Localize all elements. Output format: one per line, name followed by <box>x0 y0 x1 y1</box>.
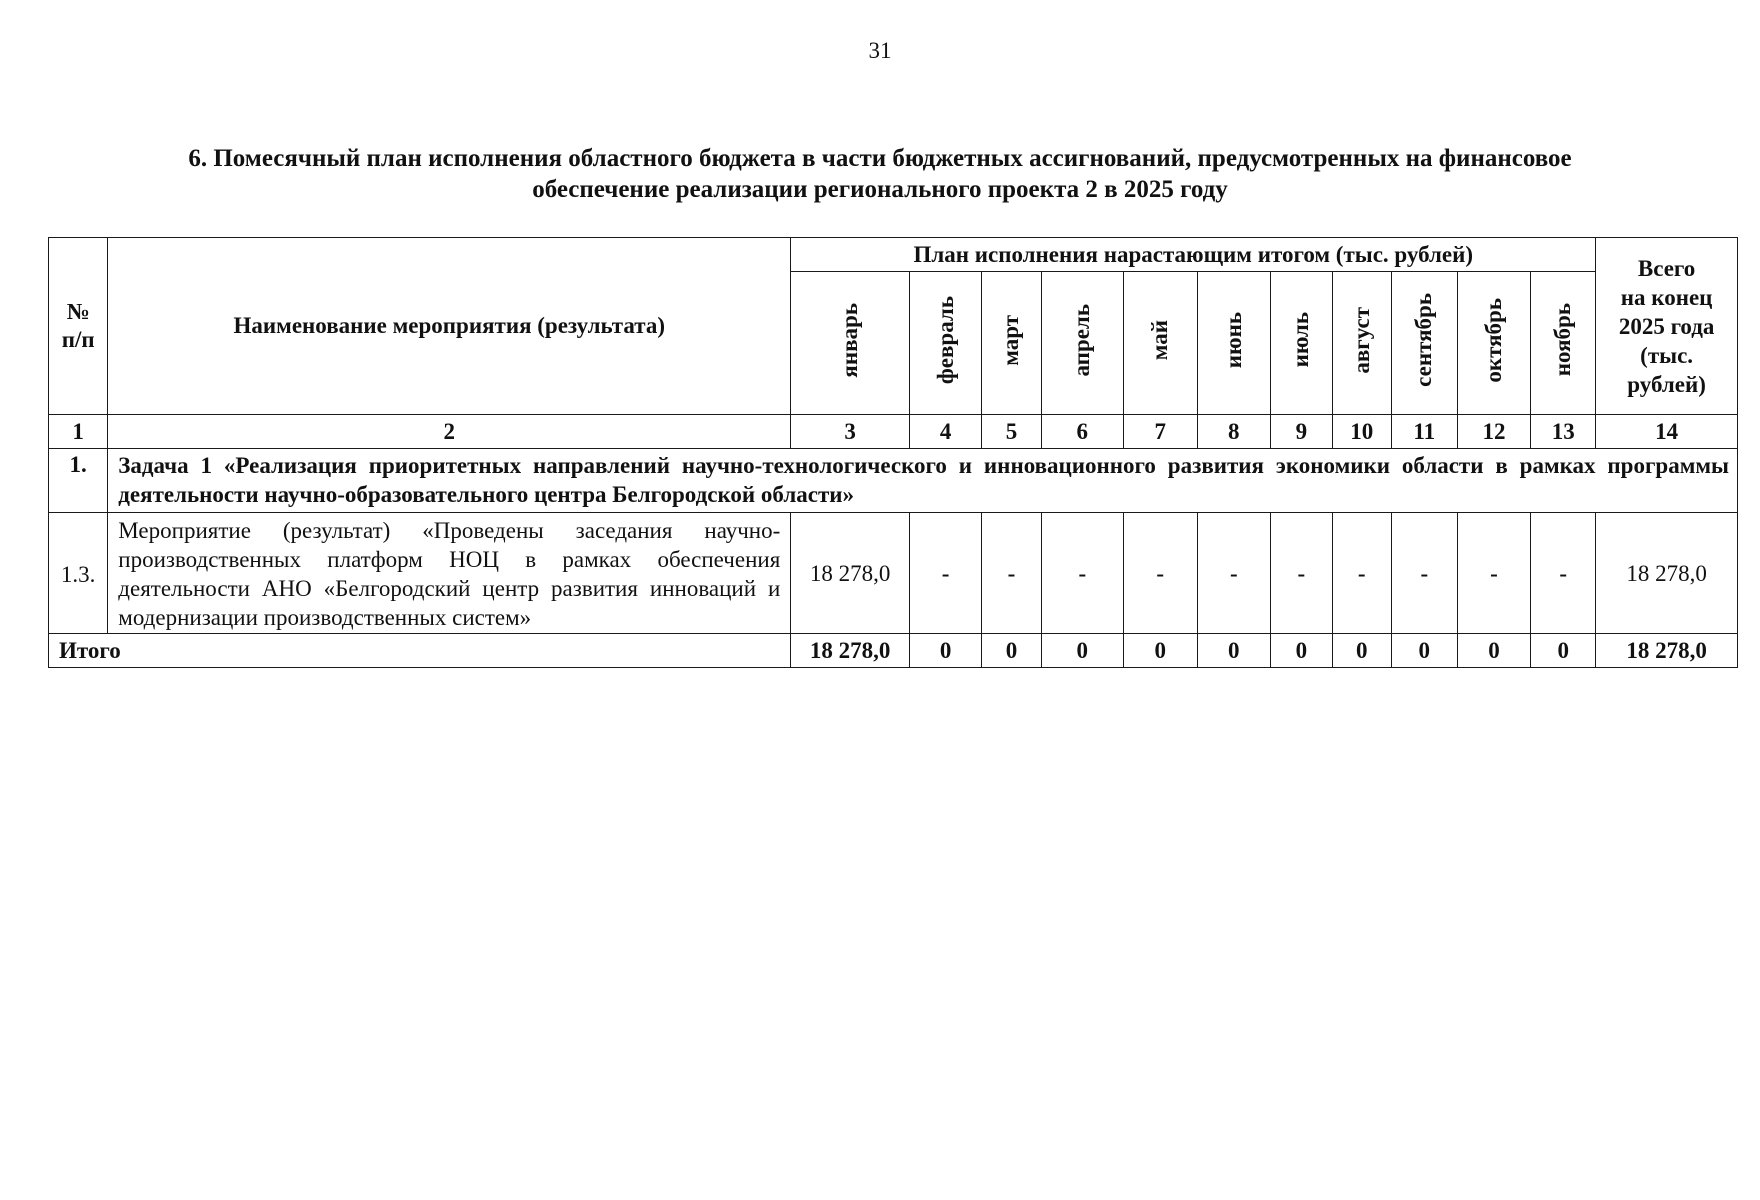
col-number: 10 <box>1332 415 1391 449</box>
activity-value: - <box>1332 513 1391 634</box>
total-value: 0 <box>1332 634 1391 668</box>
header-num: № п/п <box>49 238 108 415</box>
activity-value: - <box>1271 513 1332 634</box>
month-feb: февраль <box>909 272 981 415</box>
month-aug: август <box>1332 272 1391 415</box>
activity-value: - <box>909 513 981 634</box>
month-jan: январь <box>791 272 910 415</box>
total-label: Итого <box>49 634 791 668</box>
col-number: 2 <box>108 415 791 449</box>
activity-value-jan: 18 278,0 <box>791 513 910 634</box>
total-value: 0 <box>1197 634 1271 668</box>
total-value: 0 <box>909 634 981 668</box>
col-number: 5 <box>982 415 1041 449</box>
month-oct: октябрь <box>1457 272 1531 415</box>
col-number: 1 <box>49 415 108 449</box>
task-text: Задача 1 «Реализация приоритетных направлений научно-технологического и инновационного развития экономики области в рамках программы деятельности научно-образовательного центра Белгородской области» <box>108 449 1738 513</box>
activity-value: - <box>1391 513 1457 634</box>
activity-total: 18 278,0 <box>1596 513 1738 634</box>
col-number: 12 <box>1457 415 1531 449</box>
col-number: 9 <box>1271 415 1332 449</box>
total-value: 0 <box>1041 634 1123 668</box>
page-number: 31 <box>868 38 892 63</box>
header-total: Всего на конец 2025 года (тыс. рублей) <box>1596 238 1738 415</box>
total-value: 0 <box>1457 634 1531 668</box>
month-nov: ноябрь <box>1531 272 1596 415</box>
month-sep: сентябрь <box>1391 272 1457 415</box>
col-number: 8 <box>1197 415 1271 449</box>
total-value: 0 <box>1391 634 1457 668</box>
col-number: 14 <box>1596 415 1738 449</box>
month-may: май <box>1123 272 1197 415</box>
column-number-row <box>49 415 1738 449</box>
title-line-1: 6. Помесячный план исполнения областного бюджета в части бюджетных ассигнований, предусмотренных на финансовое <box>188 145 1572 172</box>
activity-value: - <box>1041 513 1123 634</box>
activity-value: - <box>1457 513 1531 634</box>
month-apr: апрель <box>1041 272 1123 415</box>
activity-row <box>49 513 1738 634</box>
document-title <box>60 143 1700 205</box>
col-number: 11 <box>1391 415 1457 449</box>
header-name: Наименование мероприятия (результата) <box>108 238 791 415</box>
activity-value: - <box>982 513 1041 634</box>
month-mar: март <box>982 272 1041 415</box>
total-value: 0 <box>982 634 1041 668</box>
col-number: 3 <box>791 415 910 449</box>
col-number: 6 <box>1041 415 1123 449</box>
title-line-2: обеспечение реализации регионального проекта 2 в 2025 году <box>532 176 1228 203</box>
total-value: 0 <box>1531 634 1596 668</box>
total-row <box>49 634 1738 668</box>
activity-value: - <box>1123 513 1197 634</box>
total-value-jan: 18 278,0 <box>791 634 910 668</box>
month-jul: июль <box>1271 272 1332 415</box>
task-number: 1. <box>49 449 108 513</box>
activity-text: Мероприятие (результат) «Проведены заседания научно-производственных платформ НОЦ в рамках обеспечения деятельности АНО «Белгородский центр развития инноваций и модернизации производственных систем» <box>108 513 791 634</box>
total-value: 0 <box>1123 634 1197 668</box>
month-jun: июнь <box>1197 272 1271 415</box>
col-number: 4 <box>909 415 981 449</box>
activity-value: - <box>1531 513 1596 634</box>
col-number: 7 <box>1123 415 1197 449</box>
budget-plan-table <box>48 237 1738 668</box>
activity-number: 1.3. <box>49 513 108 634</box>
task-row <box>49 449 1738 513</box>
col-number: 13 <box>1531 415 1596 449</box>
header-row-1 <box>49 238 1738 272</box>
grand-total: 18 278,0 <box>1596 634 1738 668</box>
activity-value: - <box>1197 513 1271 634</box>
header-plan-group: План исполнения нарастающим итогом (тыс. рублей) <box>791 238 1596 272</box>
total-value: 0 <box>1271 634 1332 668</box>
